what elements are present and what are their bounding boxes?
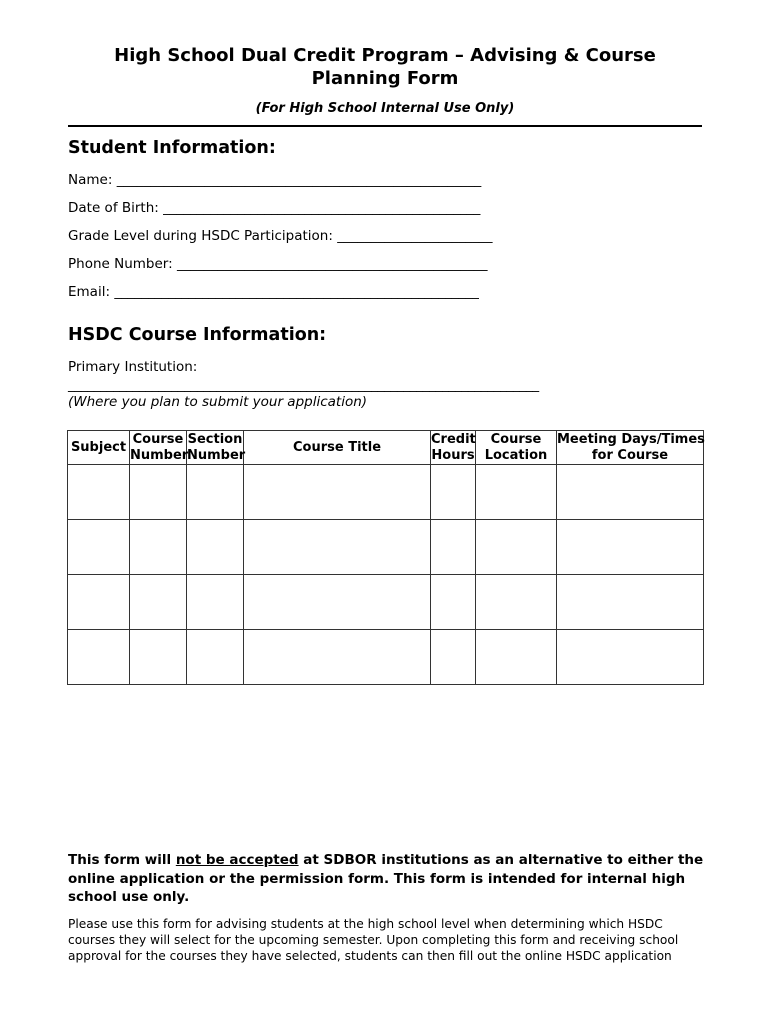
column-header-section-number: Section Number bbox=[187, 431, 246, 463]
table-cell[interactable] bbox=[557, 630, 704, 685]
table-cell[interactable] bbox=[244, 575, 431, 630]
table-cell[interactable] bbox=[244, 520, 431, 575]
primary-institution-blank[interactable]: _________________________________________________________________________ bbox=[68, 377, 539, 393]
page-subtitle: (For High School Internal Use Only) bbox=[255, 101, 515, 116]
page-title: High School Dual Credit Program – Advising & Course Planning Form bbox=[114, 45, 656, 89]
email-blank[interactable]: ______________________________________________________ bbox=[114, 284, 479, 300]
table-cell[interactable] bbox=[68, 575, 130, 630]
course-table bbox=[67, 430, 704, 685]
dob-blank[interactable]: _______________________________________________ bbox=[163, 200, 481, 216]
table-cell[interactable] bbox=[244, 630, 431, 685]
table-cell[interactable] bbox=[431, 575, 476, 630]
name-field[interactable] bbox=[68, 172, 481, 188]
grade-level-label: Grade Level during HSDC Participation: bbox=[68, 228, 333, 244]
phone-field[interactable] bbox=[68, 256, 487, 272]
primary-institution-label: Primary Institution: bbox=[68, 359, 198, 375]
notice-text-start: This form will bbox=[68, 852, 176, 868]
table-cell[interactable] bbox=[68, 465, 130, 520]
table-header-row bbox=[68, 431, 704, 465]
table-cell[interactable] bbox=[130, 630, 187, 685]
table-cell[interactable] bbox=[476, 465, 557, 520]
table-cell[interactable] bbox=[476, 630, 557, 685]
column-header-meeting-days: Meeting Days/Times for Course bbox=[557, 431, 705, 463]
table-row bbox=[68, 520, 704, 575]
student-info-heading: Student Information: bbox=[68, 138, 276, 158]
table-row bbox=[68, 575, 704, 630]
column-header-subject: Subject bbox=[68, 431, 130, 465]
table-cell[interactable] bbox=[68, 520, 130, 575]
acceptance-notice bbox=[68, 851, 708, 907]
dob-label: Date of Birth: bbox=[68, 200, 159, 216]
email-field[interactable] bbox=[68, 284, 479, 300]
table-cell[interactable] bbox=[187, 575, 244, 630]
table-cell[interactable] bbox=[476, 575, 557, 630]
dob-field[interactable] bbox=[68, 200, 480, 216]
table-row bbox=[68, 465, 704, 520]
name-blank[interactable]: ______________________________________________________ bbox=[116, 172, 482, 188]
course-info-heading: HSDC Course Information: bbox=[68, 325, 327, 345]
primary-institution-note: (Where you plan to submit your application) bbox=[68, 394, 368, 410]
table-cell[interactable] bbox=[130, 575, 187, 630]
title-divider bbox=[68, 125, 702, 127]
table-cell[interactable] bbox=[187, 630, 244, 685]
notice-text-end: at SDBOR institutions as an alternative to either the online application or the permission form. This form is intended for internal high school use only. bbox=[68, 852, 704, 905]
table-cell[interactable] bbox=[557, 520, 704, 575]
table-row bbox=[68, 630, 704, 685]
column-header-course-title: Course Title bbox=[244, 431, 431, 465]
name-label: Name: bbox=[68, 172, 113, 188]
phone-label: Phone Number: bbox=[68, 256, 173, 272]
grade-level-field[interactable] bbox=[68, 228, 492, 244]
table-cell[interactable] bbox=[130, 465, 187, 520]
email-label: Email: bbox=[68, 284, 111, 300]
table-cell[interactable] bbox=[431, 630, 476, 685]
phone-blank[interactable]: ______________________________________________ bbox=[176, 256, 488, 272]
notice-emphasis: not be accepted bbox=[175, 852, 299, 868]
table-cell[interactable] bbox=[557, 465, 704, 520]
table-cell[interactable] bbox=[431, 520, 476, 575]
table-cell[interactable] bbox=[557, 575, 704, 630]
grade-level-blank[interactable]: _______________________ bbox=[337, 228, 493, 244]
column-header-course-number: Course Number bbox=[130, 431, 189, 463]
table-cell[interactable] bbox=[476, 520, 557, 575]
table-cell[interactable] bbox=[187, 465, 244, 520]
table-cell[interactable] bbox=[130, 520, 187, 575]
table-cell[interactable] bbox=[244, 465, 431, 520]
table-cell[interactable] bbox=[68, 630, 130, 685]
column-header-credit-hours: Credit Hours bbox=[431, 431, 476, 463]
instructions-paragraph: Please use this form for advising students at the high school level when determining which HSDC courses they will select for the upcoming semester. Upon completing this form and receiving school approval for the courses they have selected, students can then fill out the online HSDC application bbox=[68, 917, 679, 964]
column-header-course-location: Course Location bbox=[476, 431, 557, 465]
table-cell[interactable] bbox=[431, 465, 476, 520]
table-cell[interactable] bbox=[187, 520, 244, 575]
